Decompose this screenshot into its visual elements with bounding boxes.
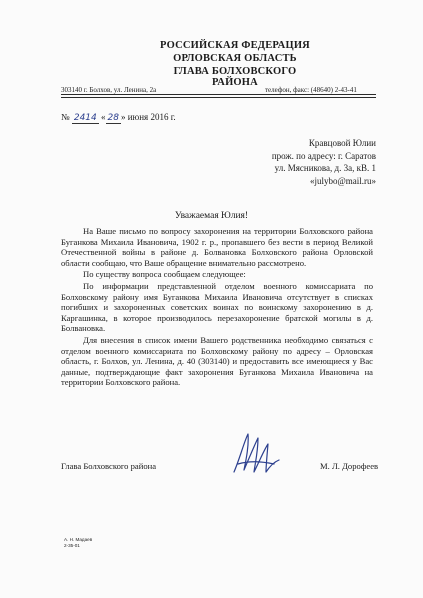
recipient-address-line-1: прож. по адресу: г. Саратов: [271, 150, 376, 161]
greeting: Уважаемая Юлия!: [174, 211, 249, 221]
body-paragraph-1: На Ваше письмо по вопросу захоронения на территории Болховского района Буганкова Михаила Ивановича, 1902 г. р., пропавшего без вести в период Великой Отечественной войны в районе д. Болвановка Болховского района Орловской области сообщаю, что Ваше обращение внимательно рассмотрено.: [61, 226, 373, 268]
executor-note: [64, 537, 92, 549]
recipient-name: Кравцовой Юлии: [308, 138, 376, 148]
signer-title: Глава Болховского района: [61, 461, 157, 471]
header-authority: ГЛАВА БОЛХОВСКОГО РАЙОНА: [173, 66, 297, 88]
sender-phone: телефон, факс: (48640) 2-43-41: [265, 86, 357, 94]
body-paragraph-4: Для внесения в список имени Вашего родственника необходимо связаться с отделом военного комиссариата по Болховскому району по адресу – Орловская область, г. Болхов, ул. Ленина, д. 40 (303140) и предоставить все имеющиеся у Вас данные, подтверждающие факт захоронения Буганкова Михаила Ивановича на территории Болховского района.: [61, 334, 373, 388]
header-double-rule: [61, 94, 376, 98]
header-country: РОССИЙСКАЯ ФЕДЕРАЦИЯ: [160, 40, 310, 51]
outgoing-day-close-quote: »: [120, 112, 126, 122]
body-paragraph-2: По существу вопроса сообщаем следующее:: [83, 269, 246, 280]
recipient-address-line-2: ул. Мясникова, д. 3а, кВ. 1: [274, 163, 376, 173]
recipient-block: [272, 137, 376, 187]
handwritten-signature: [224, 428, 284, 478]
executor-phone: 2-35-01: [64, 543, 80, 548]
outgoing-number: [61, 112, 176, 123]
outgoing-number-sign: №: [61, 112, 70, 122]
outgoing-month-year: июня 2016 г.: [127, 112, 176, 122]
rule-line-bottom: [61, 97, 376, 98]
outgoing-day-open-quote: «: [101, 112, 106, 122]
recipient-email: «julybo@mail.ru»: [309, 175, 376, 186]
letter-body: [61, 226, 373, 388]
rule-line-top: [61, 94, 376, 95]
sender-address: 303140 г. Болхов, ул. Ленина, 2а: [61, 86, 157, 94]
signer-name: М. Л. Дорофеев: [320, 461, 379, 471]
header-region: ОРЛОВСКАЯ ОБЛАСТЬ: [173, 53, 297, 64]
body-paragraph-3: По информации представленной отделом военного комиссариата по Болховскому району имя Буганкова Михаила Ивановича отсутствует в списках погибших и захороненных советских воинах по воинскому захоронению в д. Каргашинка, в которое производилось перезахоронение братской могилы в д. Болвановка.: [61, 280, 373, 334]
executor-name: А. Н. Мадаев: [64, 537, 93, 542]
outgoing-day-value: 28: [107, 113, 119, 123]
outgoing-number-value: 2414: [73, 113, 97, 123]
